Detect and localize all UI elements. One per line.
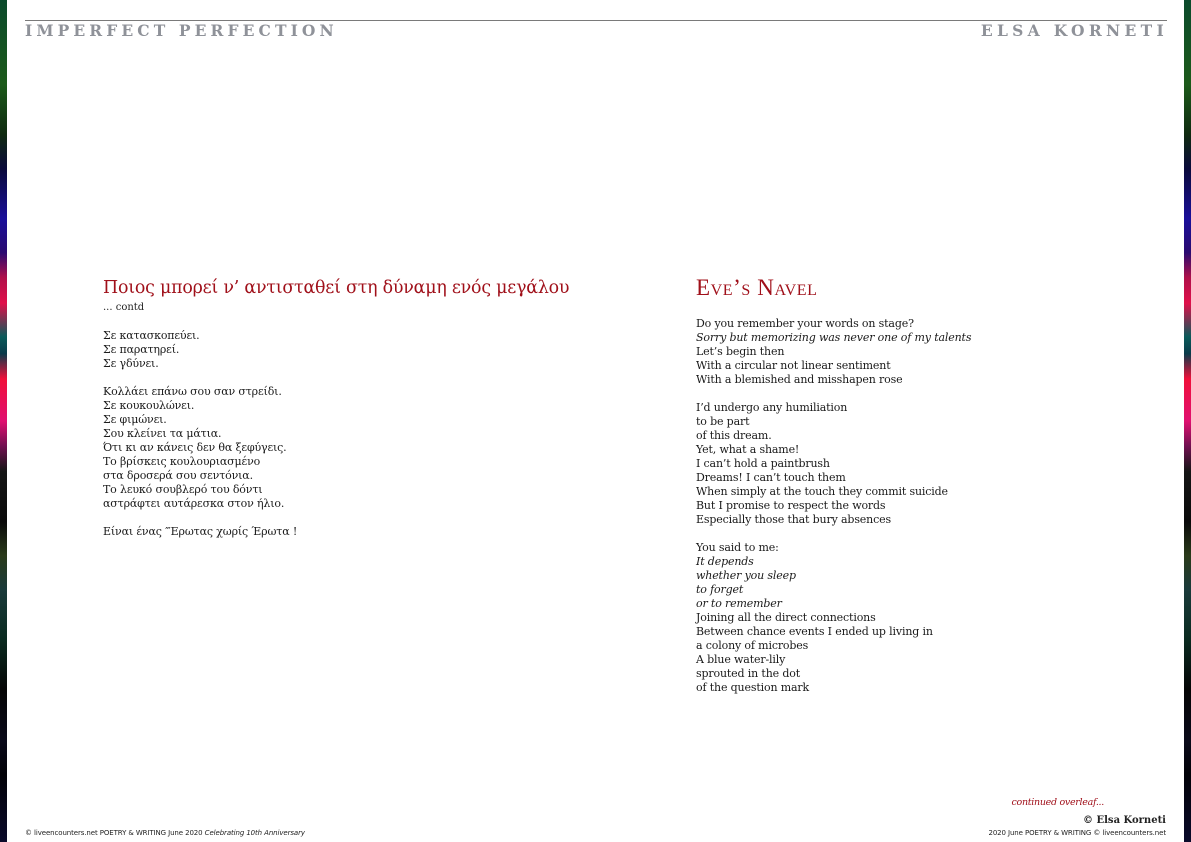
header-author-name: ELSA KORNETI <box>980 21 1168 40</box>
greek-stanza-3 <box>103 525 603 539</box>
greek-stanza-1 <box>103 329 603 371</box>
poem-line: αστράφτει αυτάρεσκα στον ήλιο. <box>103 497 285 510</box>
poem-line: of the question mark <box>696 681 810 694</box>
poem-line: Joining all the direct connections <box>696 611 876 624</box>
english-poem <box>696 274 1156 695</box>
poem-line: Είναι ένας ‴Ερωτας χωρίς Έρωτα ! <box>103 525 298 538</box>
poem-line: sprouted in the dot <box>696 667 800 680</box>
poem-line: Yet, what a shame! <box>696 443 800 456</box>
decorative-right-edge <box>1184 0 1191 842</box>
english-stanza-2 <box>696 401 1156 527</box>
poem-line: With a circular not linear sentiment <box>696 359 891 372</box>
continued-overleaf-note: continued overleaf... <box>1011 797 1104 808</box>
english-poem-title: Eve’s Navel <box>696 275 818 300</box>
poem-line-italic: It depends <box>696 555 754 568</box>
poem-line: Especially those that bury absences <box>696 513 891 526</box>
footer-left-main: © liveencounters.net POETRY & WRITING June 2020 <box>25 829 203 837</box>
poem-line-italic: or to remember <box>696 597 782 610</box>
author-copyright: © Elsa Korneti <box>1083 815 1166 826</box>
decorative-left-edge <box>0 0 7 842</box>
poem-line: στα δροσερά σου σεντόνια. <box>103 469 253 482</box>
poem-line-italic: whether you sleep <box>696 569 796 582</box>
poem-line: Σε κατασκοπεύει. <box>103 329 200 342</box>
poem-line: of this dream. <box>696 429 772 442</box>
poem-line: Σε γδύνει. <box>103 357 159 370</box>
poem-line: a colony of microbes <box>696 639 809 652</box>
poem-line-italic: to forget <box>696 583 744 596</box>
english-stanza-1 <box>696 317 1156 387</box>
poem-line: Ότι κι αν κάνεις δεν θα ξεφύγεις. <box>103 441 287 454</box>
poem-line: When simply at the touch they commit suicide <box>696 485 948 498</box>
poem-line: Κολλάει επάνω σου σαν στρείδι. <box>103 385 282 398</box>
poem-line: Το βρίσκεις κουλουριασμένο <box>103 455 261 468</box>
english-stanza-3 <box>696 541 1156 695</box>
poem-line: A blue water-lily <box>696 653 786 666</box>
greek-poem-title: Ποιος μπορεί ν’ αντισταθεί στη δύναμη ενός μεγάλου <box>103 278 570 298</box>
poem-line: Σε κουκουλώνει. <box>103 399 195 412</box>
poem-line-italic: Sorry but memorizing was never one of my talents <box>696 331 972 344</box>
poem-line: Do you remember your words on stage? <box>696 317 914 330</box>
poem-line: Σε φιμώνει. <box>103 413 167 426</box>
poem-line: You said to me: <box>696 541 779 554</box>
poem-line: With a blemished and misshapen rose <box>696 373 903 386</box>
poem-line: Between chance events I ended up living in <box>696 625 933 638</box>
header-section-title: IMPERFECT PERFECTION <box>25 21 338 40</box>
poem-line: I can’t hold a paintbrush <box>696 457 830 470</box>
poem-line: Σου κλείνει τα μάτια. <box>103 427 222 440</box>
poem-line: But I promise to respect the words <box>696 499 886 512</box>
footer-left-credit <box>25 829 305 837</box>
poem-line: Σε παρατηρεί. <box>103 343 180 356</box>
poem-line: Let’s begin then <box>696 345 785 358</box>
poem-line: to be part <box>696 415 750 428</box>
poem-line: Το λευκό σουβλερό του δόντι <box>103 483 263 496</box>
greek-stanza-2 <box>103 385 603 511</box>
footer-right-credit: 2020 June POETRY & WRITING © liveencounters.net <box>988 829 1166 837</box>
greek-poem <box>103 276 603 539</box>
greek-poem-continued-label: ... contd <box>103 302 145 313</box>
footer-left-anniversary: Celebrating 10th Anniversary <box>204 829 305 837</box>
poem-line: Dreams! I can’t touch them <box>696 471 846 484</box>
poem-line: I’d undergo any humiliation <box>696 401 848 414</box>
